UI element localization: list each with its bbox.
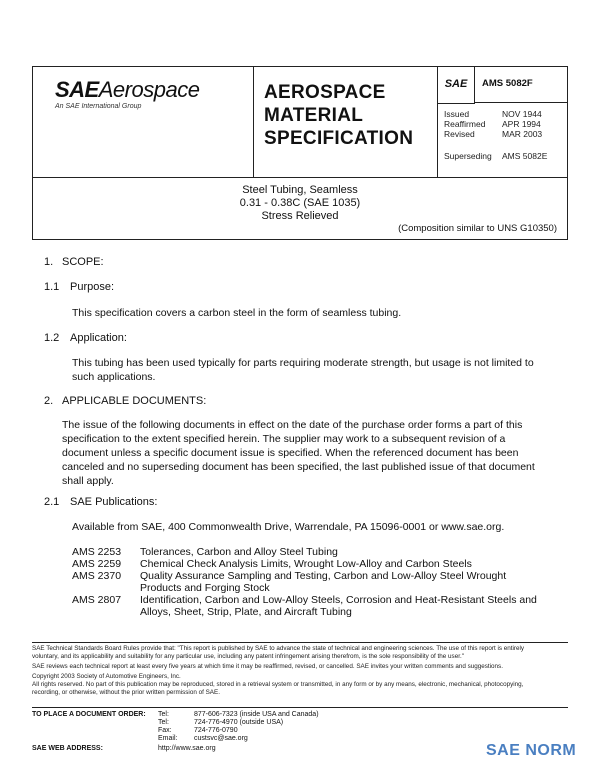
logo-subtitle: An SAE International Group — [55, 103, 142, 110]
doc-type-title: AEROSPACE MATERIAL SPECIFICATION — [264, 82, 414, 149]
spec-header — [32, 66, 568, 178]
doc-type-panel — [253, 67, 438, 177]
title-line-1: Steel Tubing, Seamless — [242, 184, 358, 196]
contact-list: Tel: 877-606-7323 (inside USA and Canada) Tel: 724-776-4970 (outside USA) Fax: 724-776-0790 Email: custsvc@sae.org — [158, 711, 319, 742]
email-link[interactable]: custsvc@sae.org — [194, 735, 248, 742]
section-2-1-heading: 2.1 SAE Publications: — [44, 496, 158, 508]
web-address-link[interactable]: http://www.sae.org — [158, 745, 216, 752]
footer-divider — [32, 642, 568, 643]
sae-norm-watermark-logo: SAE NORM — [486, 742, 577, 759]
doc-number: AMS 5082F — [474, 67, 568, 103]
title-line-2: 0.31 - 0.38C (SAE 1035) — [239, 197, 361, 209]
doc-info-panel — [437, 67, 568, 177]
reference-item: AMS 2807 Identification, Carbon and Low-Alloy Steels, Corrosion and Heat-Resistant Steels and Alloys, Sheet, Strip, Plate, and Aircraft Tubing — [72, 594, 537, 618]
title-line-3: Stress Relieved — [261, 210, 339, 222]
section-1-1-heading: 1.1 Purpose: — [44, 281, 115, 293]
issued-row: Issued NOV 1944 — [444, 109, 542, 119]
composition-note: (Composition similar to UNS G10350) — [398, 223, 557, 234]
reaffirmed-row: Reaffirmed APR 1994 — [444, 119, 541, 129]
footer-divider-2 — [32, 707, 568, 708]
reference-list — [72, 546, 562, 618]
section-2-heading: 2. APPLICABLE DOCUMENTS: — [44, 395, 207, 407]
section-1-1-text: This specification covers a carbon steel in the form of seamless tubing. — [72, 307, 402, 319]
sae-mark: SAE — [438, 67, 475, 104]
reference-item: AMS 2370 Quality Assurance Sampling and Testing, Carbon and Low-Alloy Steel Wrought Products and Forging Stock — [72, 570, 507, 594]
reference-item: AMS 2259 Chemical Check Analysis Limits, Wrought Low-Alloy and Carbon Steels — [72, 558, 472, 570]
spec-title-box — [32, 178, 568, 240]
logo-panel — [33, 67, 253, 177]
section-1-2-heading: 1.2 Application: — [44, 332, 127, 344]
section-1-heading: 1. SCOPE: — [44, 256, 104, 268]
section-2-text: The issue of the following documents in effect on the date of the purchase order forms a part of this specification to the extent specified herein. The supplier may work to a subsequent revision of a document unless a specific document issue is specified. When the referenced document has been canceled and no superseding document has been specified, the last published issue of that document shall apply. — [62, 419, 535, 487]
footer-legal-text: SAE Technical Standards Board Rules provide that: "This report is published by SAE to advance the state of technical and engineering sciences. The use of this report is entirely voluntary, and its applicability and suitability for any particular use, including any patent infringement arising therefrom, is the sole responsibility of the user." SAE reviews each technical report at least every five years at which time it may be reaffirmed, revised, or cancelled. SAE invites your written comments and suggestions. Copyright 2003 Society of Automotive Engineers, Inc. All rights reserved. No part of this publication may be reproduced, stored in a retrieval system or transmitted, in any form or by any means, electronic, mechanical, photocopying, recording, or otherwise, without the prior written permission of SAE. — [32, 645, 525, 696]
section-1-2-text: This tubing has been used typically for parts requiring moderate strength, but usage is not limited to such applications. — [72, 357, 534, 383]
reference-item: AMS 2253 Tolerances, Carbon and Alloy Steel Tubing — [72, 546, 338, 558]
revised-row: Revised MAR 2003 — [444, 129, 543, 139]
web-label: SAE WEB ADDRESS: — [32, 745, 103, 752]
sae-address-text: Available from SAE, 400 Commonwealth Drive, Warrendale, PA 15096-0001 or www.sae.org. — [72, 521, 505, 533]
superseding-row: Superseding AMS 5082E — [444, 151, 548, 161]
order-label: TO PLACE A DOCUMENT ORDER: — [32, 711, 146, 718]
sae-aerospace-logo: SAEAerospace — [55, 77, 200, 102]
